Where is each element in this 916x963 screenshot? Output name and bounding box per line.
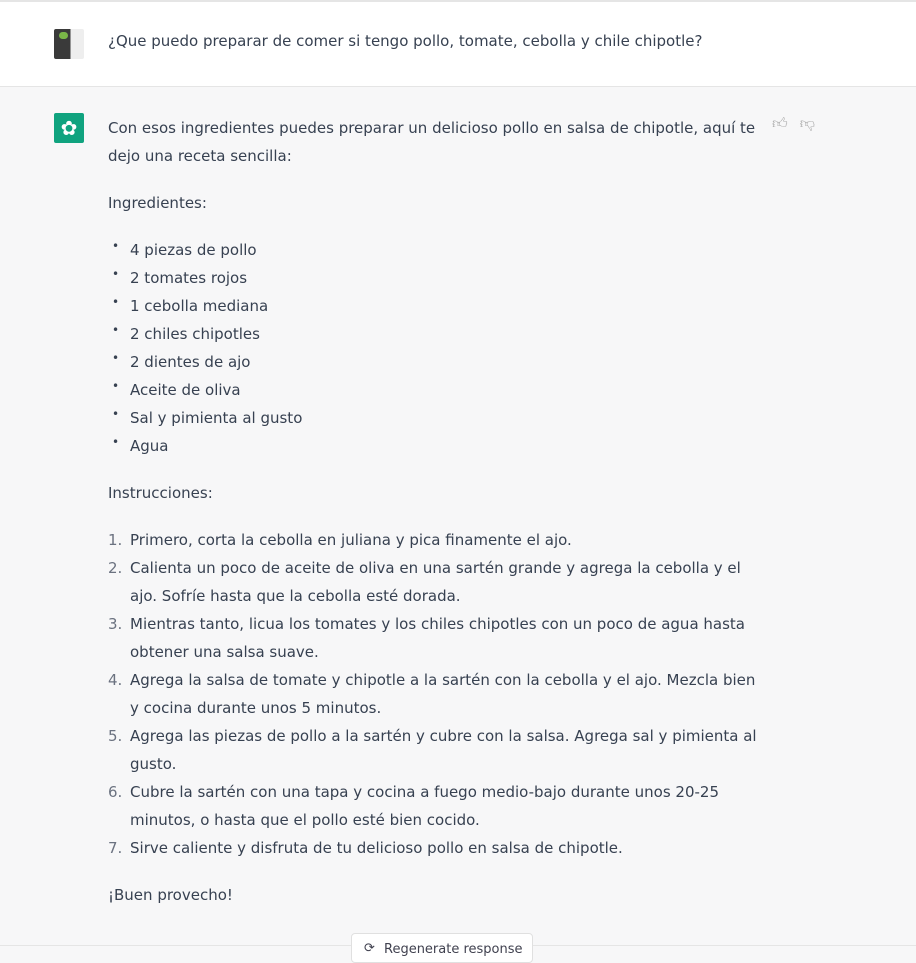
instruction-item: [108, 554, 758, 610]
instructions-title: Instrucciones:: [108, 484, 213, 502]
instruction-item: [108, 834, 758, 862]
step-number: 6.: [108, 783, 123, 801]
ingredient-item: • 1 cebolla mediana: [108, 292, 758, 320]
ingredient-item: • 4 piezas de pollo: [108, 236, 758, 264]
chatgpt-logo-icon: ✿: [54, 113, 84, 143]
ingredients-list: [108, 236, 758, 460]
ingredient-item: • 2 tomates rojos: [108, 264, 758, 292]
intro-text: Con esos ingredientes puedes preparar un delicioso pollo en salsa de chipotle, aquí te dejo una receta sencilla:: [108, 119, 756, 165]
step-number: 1.: [108, 531, 123, 549]
instruction-item: [108, 778, 758, 834]
instruction-item: [108, 610, 758, 666]
closing-text: ¡Buen provecho!: [108, 886, 233, 904]
user-message: [0, 0, 916, 87]
step-text: Primero, corta la cebolla en juliana y pica finamente el ajo.: [130, 531, 572, 549]
step-number: 3.: [108, 615, 123, 633]
instructions-list: [108, 526, 758, 862]
regenerate-label: Regenerate response: [384, 942, 523, 957]
user-message-text: ¿Que puedo preparar de comer si tengo pollo, tomate, cebolla y chile chipotle?: [108, 32, 703, 50]
user-avatar: [54, 29, 84, 59]
step-text: Calienta un poco de aceite de oliva en una sartén grande y agrega la cebolla y el ajo. Sofríe hasta que la cebolla esté dorada.: [130, 559, 741, 605]
step-text: Agrega la salsa de tomate y chipotle a la sartén con la cebolla y el ajo. Mezcla bien y cocina durante unos 5 minutos.: [130, 671, 756, 717]
thumbs-down-icon[interactable]: 👎︎: [799, 114, 815, 132]
step-number: 4.: [108, 671, 123, 689]
thumbs-up-icon[interactable]: 👍︎: [772, 114, 788, 132]
step-text: Sirve caliente y disfruta de tu delicioso pollo en salsa de chipotle.: [130, 839, 623, 857]
regenerate-response-button[interactable]: [351, 933, 533, 963]
ingredient-item: • Aceite de oliva: [108, 376, 758, 404]
ingredient-item: • Sal y pimienta al gusto: [108, 404, 758, 432]
step-number: 7.: [108, 839, 123, 857]
step-text: Mientras tanto, licua los tomates y los chiles chipotles con un poco de agua hasta obtener una salsa suave.: [130, 615, 745, 661]
ingredient-item: • Agua: [108, 432, 758, 460]
step-text: Agrega las piezas de pollo a la sartén y cubre con la salsa. Agrega sal y pimienta al gusto.: [130, 727, 757, 773]
ingredient-item: • 2 dientes de ajo: [108, 348, 758, 376]
instruction-item: [108, 526, 758, 554]
assistant-message-content: [108, 114, 758, 928]
instruction-item: [108, 722, 758, 778]
refresh-icon: ⟳: [364, 941, 375, 956]
step-number: 2.: [108, 559, 123, 577]
ingredients-title: Ingredientes:: [108, 194, 207, 212]
step-text: Cubre la sartén con una tapa y cocina a fuego medio-bajo durante unos 20-25 minutos, o hasta que el pollo esté bien cocido.: [130, 783, 719, 829]
step-number: 5.: [108, 727, 123, 745]
instruction-item: [108, 666, 758, 722]
ingredient-item: • 2 chiles chipotles: [108, 320, 758, 348]
